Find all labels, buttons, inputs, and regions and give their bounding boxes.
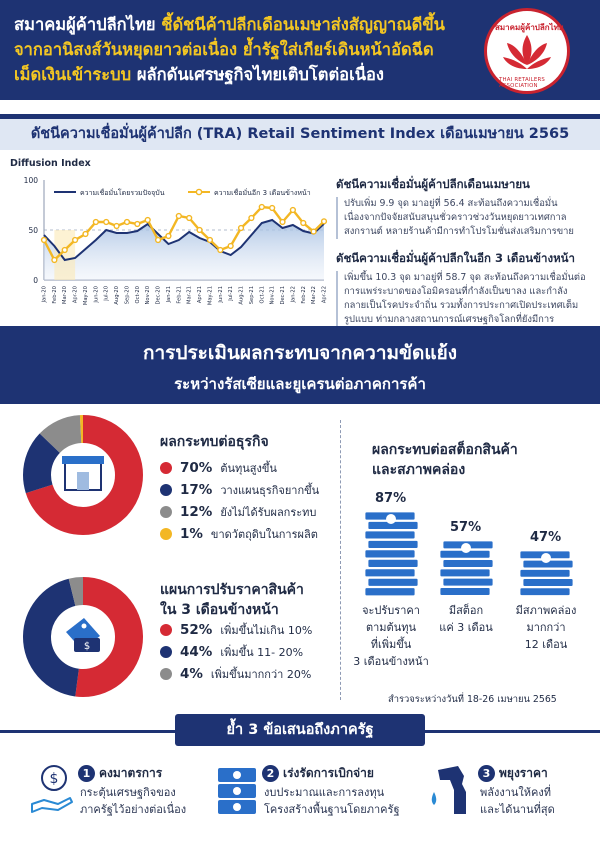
stock-label: มีสภาพคล่อง มากกว่า 12 เดือน <box>515 604 577 651</box>
bill <box>365 531 415 539</box>
legend-percent: 70% <box>180 460 213 476</box>
x-tick-label: Sep-21 <box>248 286 255 305</box>
future-point <box>83 232 88 237</box>
dollar-hand-icon <box>30 764 74 816</box>
money-stack-1 <box>361 511 421 600</box>
proposal-3-line1: พลังงานให้คงที่ <box>480 786 552 799</box>
x-tick-label: Jan-21 <box>165 286 172 303</box>
proposal-1-title: คงมาตรการ <box>99 766 163 780</box>
bill <box>365 550 415 558</box>
future-point <box>93 220 98 225</box>
legend-label: เพิ่มขึ้นมากกว่า 20% <box>210 668 312 681</box>
bill <box>443 578 493 586</box>
headline <box>14 12 484 87</box>
legend-label: ความเชื่อมั่นอีก 3 เดือนข้างหน้า <box>214 189 311 197</box>
x-tick-label: Sep-20 <box>124 286 131 305</box>
x-tick-label: Mar-21 <box>186 286 193 304</box>
legend-dot <box>160 462 172 474</box>
future-point <box>280 220 285 225</box>
proposal-1-head <box>78 764 162 783</box>
proposal-3-number: 3 <box>478 765 495 782</box>
impact-title: การประเมินผลกระทบจากความขัดแย้ง <box>143 342 457 364</box>
x-tick-label: Apr-22 <box>321 286 328 304</box>
business-legend-row <box>160 524 318 544</box>
future-point <box>270 206 275 211</box>
business-legend-row <box>160 458 277 478</box>
legend-dot <box>160 624 172 636</box>
x-tick-label: Mar-22 <box>311 286 318 304</box>
x-tick-label: Aug-20 <box>114 286 121 305</box>
future-point <box>52 258 57 263</box>
money-stack-2 <box>436 540 496 600</box>
proposal-2-line1: งบประมาณและการลงทุน <box>264 786 385 799</box>
current-area <box>44 220 324 280</box>
x-tick-label: Jun-20 <box>93 286 100 303</box>
pricing-legend-row <box>160 642 303 662</box>
legend-percent: 44% <box>180 644 213 660</box>
note-next-title: ดัชนีความเชื่อมั่นผู้ค้าปลีกในอีก 3 เดือนข้างหน้า <box>336 251 575 265</box>
stock-title <box>372 440 518 480</box>
legend-dot <box>160 528 172 540</box>
chart-ylabel: Diffusion Index <box>10 158 91 169</box>
legend-dot <box>160 484 172 496</box>
logo-text: สมาคมผู้ค้าปลีกไทย <box>495 23 564 32</box>
bill <box>368 578 418 586</box>
bill <box>365 588 415 596</box>
future-point <box>114 224 119 229</box>
legend-percent: 12% <box>180 504 213 520</box>
bill <box>440 569 490 577</box>
proposal-1-desc <box>80 784 186 818</box>
stock-value: 57% <box>450 520 482 536</box>
x-tick-label: Jan-20 <box>41 286 48 303</box>
x-tick-label: Nov-20 <box>145 286 152 305</box>
legend-label: ความเชื่อมั่นโดยรวมปัจจุบัน <box>80 189 165 197</box>
x-tick-label: Jan-22 <box>290 286 297 303</box>
proposal-2-line2: โครงสร้างพื้นฐานโดยภาครัฐ <box>264 803 400 816</box>
legend-label: ขาดวัตถุดิบในการผลิต <box>210 528 318 541</box>
headline-line1-yellow: ชี้ดัชนีค้าปลีกเดือนเมษาส่งสัญญาณดีขึ้น <box>161 15 445 34</box>
future-point <box>218 248 223 253</box>
headline-line1-white: สมาคมผู้ค้าปลีกไทย <box>14 15 156 34</box>
survey-note: สำรวจระหว่างวันที่ 18-26 เมษายน 2565 <box>388 694 557 705</box>
future-point <box>176 214 181 219</box>
logo-subtitle: THAI RETAILERS ASSOCIATION <box>499 77 546 89</box>
proposal-2-desc <box>264 784 400 818</box>
bill-seal <box>386 514 396 524</box>
storefront-icon <box>62 456 104 490</box>
legend-percent: 4% <box>180 666 203 682</box>
x-tick-label: May-21 <box>207 286 214 306</box>
business-title: ผลกระทบต่อธุรกิจ <box>160 434 269 450</box>
bill <box>520 569 570 577</box>
x-tick-label: Oct-20 <box>134 286 141 304</box>
x-tick-label: Mar-20 <box>62 286 69 304</box>
x-tick-label: Feb-22 <box>300 286 307 304</box>
tra-title: ดัชนีความเชื่อมั่นผู้ค้าปลีก (TRA) Retail Sentiment Index เดือนเมษายน 2565 <box>30 126 570 142</box>
x-tick-label: Dec-20 <box>155 286 162 305</box>
business-legend-row <box>160 480 319 500</box>
legend-percent: 1% <box>180 526 203 542</box>
proposal-1-line2: ภาครัฐไว้อย่างต่อเนื่อง <box>80 803 187 816</box>
legend-label: เพิ่มขึ้นไม่เกิน 10% <box>220 624 313 637</box>
future-point <box>228 244 233 249</box>
legend-dot <box>160 668 172 680</box>
pricing-plan-donut <box>20 574 146 700</box>
future-point <box>156 238 161 243</box>
bill <box>440 588 490 596</box>
impact-banner <box>0 326 600 404</box>
x-tick-label: Apr-20 <box>72 286 79 304</box>
legend-marker <box>196 189 201 194</box>
proposal-2-number: 2 <box>262 765 279 782</box>
x-tick-label: Dec-21 <box>280 286 287 305</box>
bill-seal <box>541 553 551 563</box>
x-tick-label: Aug-21 <box>238 286 245 305</box>
future-point <box>208 238 213 243</box>
future-point <box>135 222 140 227</box>
headline-line3-yellow: เม็ดเงินเข้าระบบ <box>14 65 132 84</box>
price-tag-icon <box>66 618 100 652</box>
stock-title-line2: และสภาพคล่อง <box>372 462 466 478</box>
bill <box>520 588 570 596</box>
note-current-title: ดัชนีความเชื่อมั่นผู้ค้าปลีกเดือนเมษายน <box>336 177 530 191</box>
legend-dot <box>160 506 172 518</box>
note-current-month <box>336 176 586 239</box>
future-point <box>62 248 67 253</box>
pricing-title-line2: ใน 3 เดือนข้างหน้า <box>160 602 279 618</box>
headline-line3-white: ผลักดันเศรษฐกิจไทยเติบโตต่อเนื่อง <box>136 65 384 84</box>
proposals-title: ย้ำ 3 ข้อเสนอถึงภาครัฐ <box>175 714 425 746</box>
bill <box>365 569 415 577</box>
x-tick-label: Jul-20 <box>103 286 110 301</box>
future-point <box>125 220 130 225</box>
legend-label: ต้นทุนสูงขึ้น <box>220 462 277 475</box>
future-point <box>187 216 192 221</box>
bill <box>368 559 418 567</box>
business-impact-donut <box>20 412 146 538</box>
legend-label: ยังไม่ได้รับผลกระทบ <box>220 506 317 519</box>
bill <box>443 560 493 568</box>
header-banner <box>0 0 600 100</box>
stock-label: จะปรับราคา ตามต้นทุน ที่เพิ่มขึ้น 3 เดือนข้างหน้า <box>353 604 429 668</box>
fuel-nozzle-icon <box>428 762 472 818</box>
business-legend-row <box>160 502 316 522</box>
money-stack-3 <box>516 550 576 600</box>
proposal-1-number: 1 <box>78 765 95 782</box>
legend-percent: 52% <box>180 622 213 638</box>
retail-sentiment-chart <box>10 154 332 320</box>
future-point <box>42 238 47 243</box>
x-tick-label: Apr-21 <box>197 286 204 304</box>
future-point <box>104 220 109 225</box>
y-tick-label: 100 <box>23 176 38 185</box>
x-tick-label: Jun-21 <box>217 286 224 303</box>
pricing-title <box>160 580 304 620</box>
bill-seal <box>461 543 471 553</box>
x-tick-label: Feb-20 <box>51 286 58 304</box>
x-tick-label: Oct-21 <box>259 286 266 304</box>
proposal-3-title: พยุงราคา <box>499 766 548 780</box>
bill <box>523 579 573 587</box>
future-point <box>73 238 78 243</box>
legend-label: วางแผนธุรกิจยากขึ้น <box>220 484 320 497</box>
impact-subtitle: ระหว่างรัสเซียและยูเครนต่อภาคการค้า <box>174 375 426 393</box>
pricing-title-line1: แผนการปรับราคาสินค้า <box>160 582 304 598</box>
proposal-2-head <box>262 764 374 783</box>
future-point <box>290 208 295 213</box>
proposal-3-line2: และได้นานที่สุด <box>480 803 555 816</box>
legend-dot <box>160 646 172 658</box>
money-stack-icon <box>216 764 258 816</box>
future-point <box>249 216 254 221</box>
note-current-body: ปรับเพิ่ม 9.9 จุด มาอยู่ที่ 56.4 สะท้อนถึงความเชื่อมั่นเนื่องจากปัจจัยสนับสนุนชั่วคราวช่วงวันหยุดยาวเทศกาลสงกรานต์ หลายร้านค้ามีการทำโปรโมชั่นส่งเสริมการขาย <box>336 197 586 239</box>
stock-value: 87% <box>375 490 407 506</box>
y-tick-label: 0 <box>33 276 38 285</box>
svg-text:$: $ <box>49 771 59 787</box>
future-point <box>259 205 264 210</box>
x-tick-label: Feb-21 <box>176 286 183 304</box>
proposal-3-head <box>478 764 548 783</box>
bill <box>368 540 418 548</box>
proposal-2-title: เร่งรัดการเบิกจ่าย <box>283 766 374 780</box>
headline-line2: จากอานิสงส์วันหยุดยาวต่อเนื่อง ย้ำรัฐใส่เกียร์เดินหน้าอัดฉีด <box>14 40 434 59</box>
future-point <box>145 218 150 223</box>
note-next-body: เพิ่มขึ้น 10.3 จุด มาอยู่ที่ 58.7 จุด สะท้อนถึงความเชื่อมั่นต่อการแพร่ระบาดของโอมิครอนที่กำลังเป็นขาลง และกำลังกลายเป็นโรคประจำถิ่น รวมทั้งการประกาศเปิดประเทศเต็มรูปแบบ ท่ามกลางสถานการณ์เศรษฐกิจโลกที่ยังมีการ <box>336 271 586 341</box>
stock-value: 47% <box>530 529 562 545</box>
svg-text:$: $ <box>83 641 91 652</box>
y-tick-label: 50 <box>28 226 38 235</box>
stock-label: มีสต็อก แค่ 3 เดือน <box>439 604 493 634</box>
stock-title-line1: ผลกระทบต่อสต็อกสินค้า <box>372 442 518 458</box>
future-point <box>197 228 202 233</box>
proposal-3-desc <box>480 784 555 818</box>
future-point <box>301 221 306 226</box>
pricing-legend-row <box>160 664 311 684</box>
association-logo <box>484 8 570 94</box>
x-tick-label: May-20 <box>82 286 89 306</box>
future-point <box>239 226 244 231</box>
highlight-band <box>54 230 75 280</box>
legend-label: เพิ่มขึ้น 11- 20% <box>220 646 304 659</box>
future-point <box>311 229 316 234</box>
x-tick-label: Jul-21 <box>228 286 235 301</box>
x-tick-label: Nov-21 <box>269 286 276 305</box>
future-point <box>166 234 171 239</box>
section-divider <box>340 420 341 700</box>
pricing-legend-row <box>160 620 312 640</box>
future-point <box>322 219 327 224</box>
proposal-1-line1: กระตุ้นเศรษฐกิจของ <box>80 786 176 799</box>
legend-percent: 17% <box>180 482 213 498</box>
